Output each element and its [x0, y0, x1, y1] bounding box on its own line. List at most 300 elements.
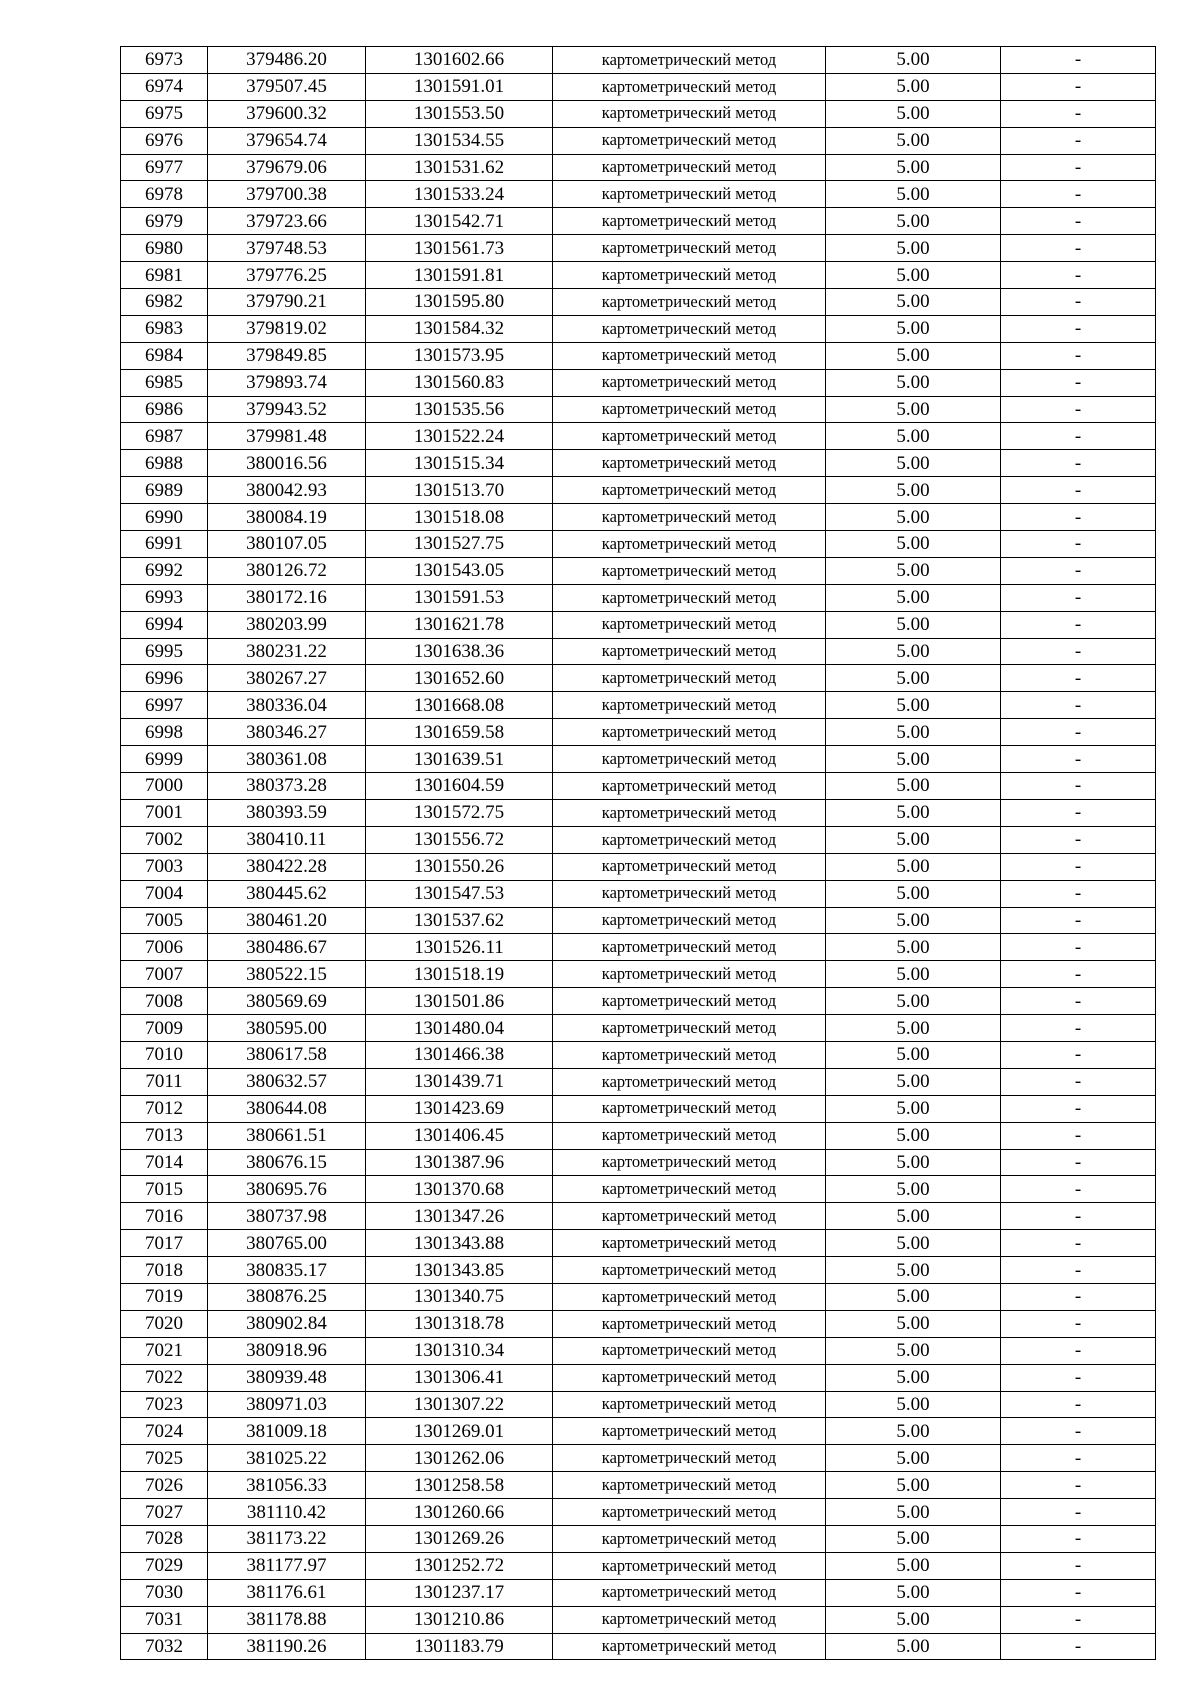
- x-coordinate-cell: 380203.99: [208, 611, 366, 638]
- note-cell: -: [1001, 1418, 1156, 1445]
- point-number-cell: 6981: [121, 262, 208, 289]
- y-coordinate-cell: 1301260.66: [366, 1499, 553, 1526]
- determination-method-cell: картометрический метод: [553, 1499, 826, 1526]
- note-cell: -: [1001, 1122, 1156, 1149]
- table-row: [121, 692, 1156, 719]
- accuracy-cell: 5.00: [826, 154, 1001, 181]
- x-coordinate-cell: 380595.00: [208, 1015, 366, 1042]
- accuracy-cell: 5.00: [826, 988, 1001, 1015]
- y-coordinate-cell: 1301522.24: [366, 423, 553, 450]
- y-coordinate-cell: 1301561.73: [366, 235, 553, 262]
- y-coordinate-cell: 1301423.69: [366, 1095, 553, 1122]
- accuracy-cell: 5.00: [826, 1525, 1001, 1552]
- table-row: [121, 342, 1156, 369]
- point-number-cell: 7001: [121, 799, 208, 826]
- point-number-cell: 6985: [121, 369, 208, 396]
- accuracy-cell: 5.00: [826, 1337, 1001, 1364]
- table-row: [121, 1310, 1156, 1337]
- x-coordinate-cell: 379849.85: [208, 342, 366, 369]
- point-number-cell: 7029: [121, 1552, 208, 1579]
- point-number-cell: 7006: [121, 934, 208, 961]
- y-coordinate-cell: 1301668.08: [366, 692, 553, 719]
- note-cell: -: [1001, 988, 1156, 1015]
- determination-method-cell: картометрический метод: [553, 1579, 826, 1606]
- note-cell: -: [1001, 47, 1156, 74]
- note-cell: -: [1001, 342, 1156, 369]
- x-coordinate-cell: 380016.56: [208, 450, 366, 477]
- accuracy-cell: 5.00: [826, 369, 1001, 396]
- table-row: [121, 1499, 1156, 1526]
- note-cell: -: [1001, 557, 1156, 584]
- x-coordinate-cell: 380231.22: [208, 638, 366, 665]
- table-row: [121, 1579, 1156, 1606]
- y-coordinate-cell: 1301262.06: [366, 1445, 553, 1472]
- y-coordinate-cell: 1301652.60: [366, 665, 553, 692]
- determination-method-cell: картометрический метод: [553, 423, 826, 450]
- note-cell: -: [1001, 1257, 1156, 1284]
- y-coordinate-cell: 1301542.71: [366, 208, 553, 235]
- x-coordinate-cell: 380393.59: [208, 799, 366, 826]
- x-coordinate-cell: 380373.28: [208, 773, 366, 800]
- y-coordinate-cell: 1301518.19: [366, 961, 553, 988]
- x-coordinate-cell: 380361.08: [208, 746, 366, 773]
- point-number-cell: 7021: [121, 1337, 208, 1364]
- y-coordinate-cell: 1301269.26: [366, 1525, 553, 1552]
- point-number-cell: 6989: [121, 477, 208, 504]
- determination-method-cell: картометрический метод: [553, 557, 826, 584]
- table-row: [121, 934, 1156, 961]
- accuracy-cell: 5.00: [826, 100, 1001, 127]
- y-coordinate-cell: 1301591.81: [366, 262, 553, 289]
- accuracy-cell: 5.00: [826, 315, 1001, 342]
- point-number-cell: 7012: [121, 1095, 208, 1122]
- point-number-cell: 7000: [121, 773, 208, 800]
- point-number-cell: 6978: [121, 181, 208, 208]
- point-number-cell: 6996: [121, 665, 208, 692]
- x-coordinate-cell: 380422.28: [208, 853, 366, 880]
- point-number-cell: 6998: [121, 719, 208, 746]
- y-coordinate-cell: 1301480.04: [366, 1015, 553, 1042]
- table-row: [121, 396, 1156, 423]
- determination-method-cell: картометрический метод: [553, 826, 826, 853]
- x-coordinate-cell: 380126.72: [208, 557, 366, 584]
- x-coordinate-cell: 380918.96: [208, 1337, 366, 1364]
- accuracy-cell: 5.00: [826, 127, 1001, 154]
- x-coordinate-cell: 379679.06: [208, 154, 366, 181]
- determination-method-cell: картометрический метод: [553, 1391, 826, 1418]
- table-row: [121, 557, 1156, 584]
- table-row: [121, 208, 1156, 235]
- y-coordinate-cell: 1301406.45: [366, 1122, 553, 1149]
- determination-method-cell: картометрический метод: [553, 289, 826, 316]
- table-row: [121, 1230, 1156, 1257]
- table-row: [121, 315, 1156, 342]
- y-coordinate-cell: 1301513.70: [366, 477, 553, 504]
- point-number-cell: 7013: [121, 1122, 208, 1149]
- accuracy-cell: 5.00: [826, 235, 1001, 262]
- point-number-cell: 7031: [121, 1606, 208, 1633]
- point-number-cell: 7032: [121, 1633, 208, 1660]
- determination-method-cell: картометрический метод: [553, 988, 826, 1015]
- determination-method-cell: картометрический метод: [553, 907, 826, 934]
- note-cell: -: [1001, 1445, 1156, 1472]
- determination-method-cell: картометрический метод: [553, 208, 826, 235]
- point-number-cell: 7030: [121, 1579, 208, 1606]
- table-row: [121, 1337, 1156, 1364]
- point-number-cell: 6983: [121, 315, 208, 342]
- accuracy-cell: 5.00: [826, 1310, 1001, 1337]
- note-cell: -: [1001, 1230, 1156, 1257]
- accuracy-cell: 5.00: [826, 773, 1001, 800]
- note-cell: -: [1001, 396, 1156, 423]
- note-cell: -: [1001, 773, 1156, 800]
- y-coordinate-cell: 1301550.26: [366, 853, 553, 880]
- x-coordinate-cell: 381190.26: [208, 1633, 366, 1660]
- point-number-cell: 6991: [121, 531, 208, 558]
- note-cell: -: [1001, 1633, 1156, 1660]
- point-number-cell: 7015: [121, 1176, 208, 1203]
- accuracy-cell: 5.00: [826, 1041, 1001, 1068]
- table-row: [121, 584, 1156, 611]
- y-coordinate-cell: 1301347.26: [366, 1203, 553, 1230]
- accuracy-cell: 5.00: [826, 1203, 1001, 1230]
- point-number-cell: 7023: [121, 1391, 208, 1418]
- y-coordinate-cell: 1301621.78: [366, 611, 553, 638]
- determination-method-cell: картометрический метод: [553, 477, 826, 504]
- note-cell: -: [1001, 100, 1156, 127]
- determination-method-cell: картометрический метод: [553, 1122, 826, 1149]
- note-cell: -: [1001, 1579, 1156, 1606]
- y-coordinate-cell: 1301537.62: [366, 907, 553, 934]
- note-cell: -: [1001, 1391, 1156, 1418]
- table-row: [121, 1606, 1156, 1633]
- x-coordinate-cell: 379507.45: [208, 73, 366, 100]
- table-row: [121, 746, 1156, 773]
- x-coordinate-cell: 379654.74: [208, 127, 366, 154]
- x-coordinate-cell: 380902.84: [208, 1310, 366, 1337]
- y-coordinate-cell: 1301387.96: [366, 1149, 553, 1176]
- y-coordinate-cell: 1301535.56: [366, 396, 553, 423]
- table-row: [121, 1445, 1156, 1472]
- y-coordinate-cell: 1301573.95: [366, 342, 553, 369]
- point-number-cell: 6979: [121, 208, 208, 235]
- accuracy-cell: 5.00: [826, 557, 1001, 584]
- accuracy-cell: 5.00: [826, 1068, 1001, 1095]
- determination-method-cell: картометрический метод: [553, 73, 826, 100]
- accuracy-cell: 5.00: [826, 719, 1001, 746]
- determination-method-cell: картометрический метод: [553, 799, 826, 826]
- determination-method-cell: картометрический метод: [553, 127, 826, 154]
- x-coordinate-cell: 381177.97: [208, 1552, 366, 1579]
- point-number-cell: 7020: [121, 1310, 208, 1337]
- table-row: [121, 719, 1156, 746]
- note-cell: -: [1001, 826, 1156, 853]
- x-coordinate-cell: 380410.11: [208, 826, 366, 853]
- accuracy-cell: 5.00: [826, 1257, 1001, 1284]
- y-coordinate-cell: 1301584.32: [366, 315, 553, 342]
- determination-method-cell: картометрический метод: [553, 369, 826, 396]
- point-number-cell: 7028: [121, 1525, 208, 1552]
- accuracy-cell: 5.00: [826, 1283, 1001, 1310]
- table-row: [121, 154, 1156, 181]
- point-number-cell: 6974: [121, 73, 208, 100]
- determination-method-cell: картометрический метод: [553, 1552, 826, 1579]
- y-coordinate-cell: 1301501.86: [366, 988, 553, 1015]
- table-row: [121, 799, 1156, 826]
- x-coordinate-cell: 380676.15: [208, 1149, 366, 1176]
- note-cell: -: [1001, 1203, 1156, 1230]
- determination-method-cell: картометрический метод: [553, 961, 826, 988]
- note-cell: -: [1001, 1364, 1156, 1391]
- y-coordinate-cell: 1301269.01: [366, 1418, 553, 1445]
- point-number-cell: 7022: [121, 1364, 208, 1391]
- x-coordinate-cell: 380765.00: [208, 1230, 366, 1257]
- point-number-cell: 7007: [121, 961, 208, 988]
- y-coordinate-cell: 1301560.83: [366, 369, 553, 396]
- note-cell: -: [1001, 665, 1156, 692]
- determination-method-cell: картометрический метод: [553, 880, 826, 907]
- y-coordinate-cell: 1301591.53: [366, 584, 553, 611]
- x-coordinate-cell: 381025.22: [208, 1445, 366, 1472]
- y-coordinate-cell: 1301638.36: [366, 638, 553, 665]
- y-coordinate-cell: 1301533.24: [366, 181, 553, 208]
- y-coordinate-cell: 1301343.85: [366, 1257, 553, 1284]
- accuracy-cell: 5.00: [826, 477, 1001, 504]
- x-coordinate-cell: 381173.22: [208, 1525, 366, 1552]
- determination-method-cell: картометрический метод: [553, 746, 826, 773]
- point-number-cell: 6990: [121, 504, 208, 531]
- table-row: [121, 611, 1156, 638]
- point-number-cell: 6984: [121, 342, 208, 369]
- x-coordinate-cell: 379790.21: [208, 289, 366, 316]
- accuracy-cell: 5.00: [826, 853, 1001, 880]
- point-number-cell: 7025: [121, 1445, 208, 1472]
- y-coordinate-cell: 1301572.75: [366, 799, 553, 826]
- accuracy-cell: 5.00: [826, 531, 1001, 558]
- note-cell: -: [1001, 880, 1156, 907]
- x-coordinate-cell: 380644.08: [208, 1095, 366, 1122]
- table-row: [121, 773, 1156, 800]
- accuracy-cell: 5.00: [826, 880, 1001, 907]
- note-cell: -: [1001, 315, 1156, 342]
- determination-method-cell: картометрический метод: [553, 1283, 826, 1310]
- note-cell: -: [1001, 208, 1156, 235]
- accuracy-cell: 5.00: [826, 73, 1001, 100]
- x-coordinate-cell: 379723.66: [208, 208, 366, 235]
- y-coordinate-cell: 1301310.34: [366, 1337, 553, 1364]
- determination-method-cell: картометрический метод: [553, 1337, 826, 1364]
- determination-method-cell: картометрический метод: [553, 342, 826, 369]
- table-row: [121, 531, 1156, 558]
- table-row: [121, 1472, 1156, 1499]
- table-row: [121, 1068, 1156, 1095]
- accuracy-cell: 5.00: [826, 208, 1001, 235]
- accuracy-cell: 5.00: [826, 611, 1001, 638]
- table-row: [121, 1203, 1156, 1230]
- accuracy-cell: 5.00: [826, 1391, 1001, 1418]
- determination-method-cell: картометрический метод: [553, 1149, 826, 1176]
- table-row: [121, 1257, 1156, 1284]
- note-cell: -: [1001, 799, 1156, 826]
- note-cell: -: [1001, 289, 1156, 316]
- y-coordinate-cell: 1301534.55: [366, 127, 553, 154]
- point-number-cell: 6980: [121, 235, 208, 262]
- y-coordinate-cell: 1301531.62: [366, 154, 553, 181]
- determination-method-cell: картометрический метод: [553, 1633, 826, 1660]
- x-coordinate-cell: 380939.48: [208, 1364, 366, 1391]
- note-cell: -: [1001, 1525, 1156, 1552]
- note-cell: -: [1001, 611, 1156, 638]
- table-row: [121, 235, 1156, 262]
- determination-method-cell: картометрический метод: [553, 1445, 826, 1472]
- x-coordinate-cell: 380107.05: [208, 531, 366, 558]
- table-row: [121, 477, 1156, 504]
- note-cell: -: [1001, 907, 1156, 934]
- accuracy-cell: 5.00: [826, 665, 1001, 692]
- determination-method-cell: картометрический метод: [553, 504, 826, 531]
- point-number-cell: 7019: [121, 1283, 208, 1310]
- note-cell: -: [1001, 638, 1156, 665]
- x-coordinate-cell: 380661.51: [208, 1122, 366, 1149]
- y-coordinate-cell: 1301591.01: [366, 73, 553, 100]
- note-cell: -: [1001, 934, 1156, 961]
- table-row: [121, 1633, 1156, 1660]
- point-number-cell: 6986: [121, 396, 208, 423]
- accuracy-cell: 5.00: [826, 1579, 1001, 1606]
- point-number-cell: 6999: [121, 746, 208, 773]
- table-row: [121, 853, 1156, 880]
- determination-method-cell: картометрический метод: [553, 1015, 826, 1042]
- table-row: [121, 665, 1156, 692]
- x-coordinate-cell: 380617.58: [208, 1041, 366, 1068]
- table-row: [121, 826, 1156, 853]
- table-row: [121, 638, 1156, 665]
- table-row: [121, 988, 1156, 1015]
- x-coordinate-cell: 379819.02: [208, 315, 366, 342]
- determination-method-cell: картометрический метод: [553, 934, 826, 961]
- note-cell: -: [1001, 1283, 1156, 1310]
- point-number-cell: 7008: [121, 988, 208, 1015]
- point-number-cell: 6995: [121, 638, 208, 665]
- determination-method-cell: картометрический метод: [553, 1203, 826, 1230]
- note-cell: -: [1001, 692, 1156, 719]
- note-cell: -: [1001, 235, 1156, 262]
- y-coordinate-cell: 1301518.08: [366, 504, 553, 531]
- note-cell: -: [1001, 853, 1156, 880]
- accuracy-cell: 5.00: [826, 1015, 1001, 1042]
- point-number-cell: 7011: [121, 1068, 208, 1095]
- table-row: [121, 880, 1156, 907]
- accuracy-cell: 5.00: [826, 1095, 1001, 1122]
- point-number-cell: 7017: [121, 1230, 208, 1257]
- accuracy-cell: 5.00: [826, 1364, 1001, 1391]
- point-number-cell: 7002: [121, 826, 208, 853]
- determination-method-cell: картометрический метод: [553, 1230, 826, 1257]
- point-number-cell: 6988: [121, 450, 208, 477]
- determination-method-cell: картометрический метод: [553, 181, 826, 208]
- y-coordinate-cell: 1301307.22: [366, 1391, 553, 1418]
- table-row: [121, 127, 1156, 154]
- determination-method-cell: картометрический метод: [553, 47, 826, 74]
- table-row: [121, 1122, 1156, 1149]
- note-cell: -: [1001, 127, 1156, 154]
- accuracy-cell: 5.00: [826, 504, 1001, 531]
- determination-method-cell: картометрический метод: [553, 1472, 826, 1499]
- accuracy-cell: 5.00: [826, 692, 1001, 719]
- y-coordinate-cell: 1301258.58: [366, 1472, 553, 1499]
- determination-method-cell: картометрический метод: [553, 1310, 826, 1337]
- determination-method-cell: картометрический метод: [553, 100, 826, 127]
- y-coordinate-cell: 1301318.78: [366, 1310, 553, 1337]
- table-row: [121, 369, 1156, 396]
- note-cell: -: [1001, 1472, 1156, 1499]
- determination-method-cell: картометрический метод: [553, 315, 826, 342]
- accuracy-cell: 5.00: [826, 1122, 1001, 1149]
- table-row: [121, 1364, 1156, 1391]
- table-row: [121, 1283, 1156, 1310]
- x-coordinate-cell: 380042.93: [208, 477, 366, 504]
- note-cell: -: [1001, 181, 1156, 208]
- note-cell: -: [1001, 584, 1156, 611]
- determination-method-cell: картометрический метод: [553, 1606, 826, 1633]
- x-coordinate-cell: 379748.53: [208, 235, 366, 262]
- note-cell: -: [1001, 1041, 1156, 1068]
- x-coordinate-cell: 380486.67: [208, 934, 366, 961]
- accuracy-cell: 5.00: [826, 262, 1001, 289]
- determination-method-cell: картометрический метод: [553, 1364, 826, 1391]
- x-coordinate-cell: 380695.76: [208, 1176, 366, 1203]
- x-coordinate-cell: 380876.25: [208, 1283, 366, 1310]
- determination-method-cell: картометрический метод: [553, 1068, 826, 1095]
- note-cell: -: [1001, 423, 1156, 450]
- accuracy-cell: 5.00: [826, 826, 1001, 853]
- note-cell: -: [1001, 504, 1156, 531]
- y-coordinate-cell: 1301439.71: [366, 1068, 553, 1095]
- y-coordinate-cell: 1301370.68: [366, 1176, 553, 1203]
- point-number-cell: 7026: [121, 1472, 208, 1499]
- point-number-cell: 6994: [121, 611, 208, 638]
- x-coordinate-cell: 380569.69: [208, 988, 366, 1015]
- point-number-cell: 7014: [121, 1149, 208, 1176]
- y-coordinate-cell: 1301553.50: [366, 100, 553, 127]
- table-row: [121, 1525, 1156, 1552]
- note-cell: -: [1001, 1552, 1156, 1579]
- note-cell: -: [1001, 369, 1156, 396]
- point-number-cell: 7024: [121, 1418, 208, 1445]
- note-cell: -: [1001, 1149, 1156, 1176]
- x-coordinate-cell: 381178.88: [208, 1606, 366, 1633]
- point-number-cell: 6973: [121, 47, 208, 74]
- determination-method-cell: картометрический метод: [553, 450, 826, 477]
- y-coordinate-cell: 1301237.17: [366, 1579, 553, 1606]
- accuracy-cell: 5.00: [826, 1633, 1001, 1660]
- y-coordinate-cell: 1301306.41: [366, 1364, 553, 1391]
- x-coordinate-cell: 380336.04: [208, 692, 366, 719]
- x-coordinate-cell: 380084.19: [208, 504, 366, 531]
- y-coordinate-cell: 1301210.86: [366, 1606, 553, 1633]
- y-coordinate-cell: 1301340.75: [366, 1283, 553, 1310]
- point-number-cell: 6993: [121, 584, 208, 611]
- accuracy-cell: 5.00: [826, 1445, 1001, 1472]
- y-coordinate-cell: 1301602.66: [366, 47, 553, 74]
- y-coordinate-cell: 1301515.34: [366, 450, 553, 477]
- table-row: [121, 1552, 1156, 1579]
- x-coordinate-cell: 381056.33: [208, 1472, 366, 1499]
- table-row: [121, 504, 1156, 531]
- table-row: [121, 1149, 1156, 1176]
- table-row: [121, 1391, 1156, 1418]
- table-row: [121, 1015, 1156, 1042]
